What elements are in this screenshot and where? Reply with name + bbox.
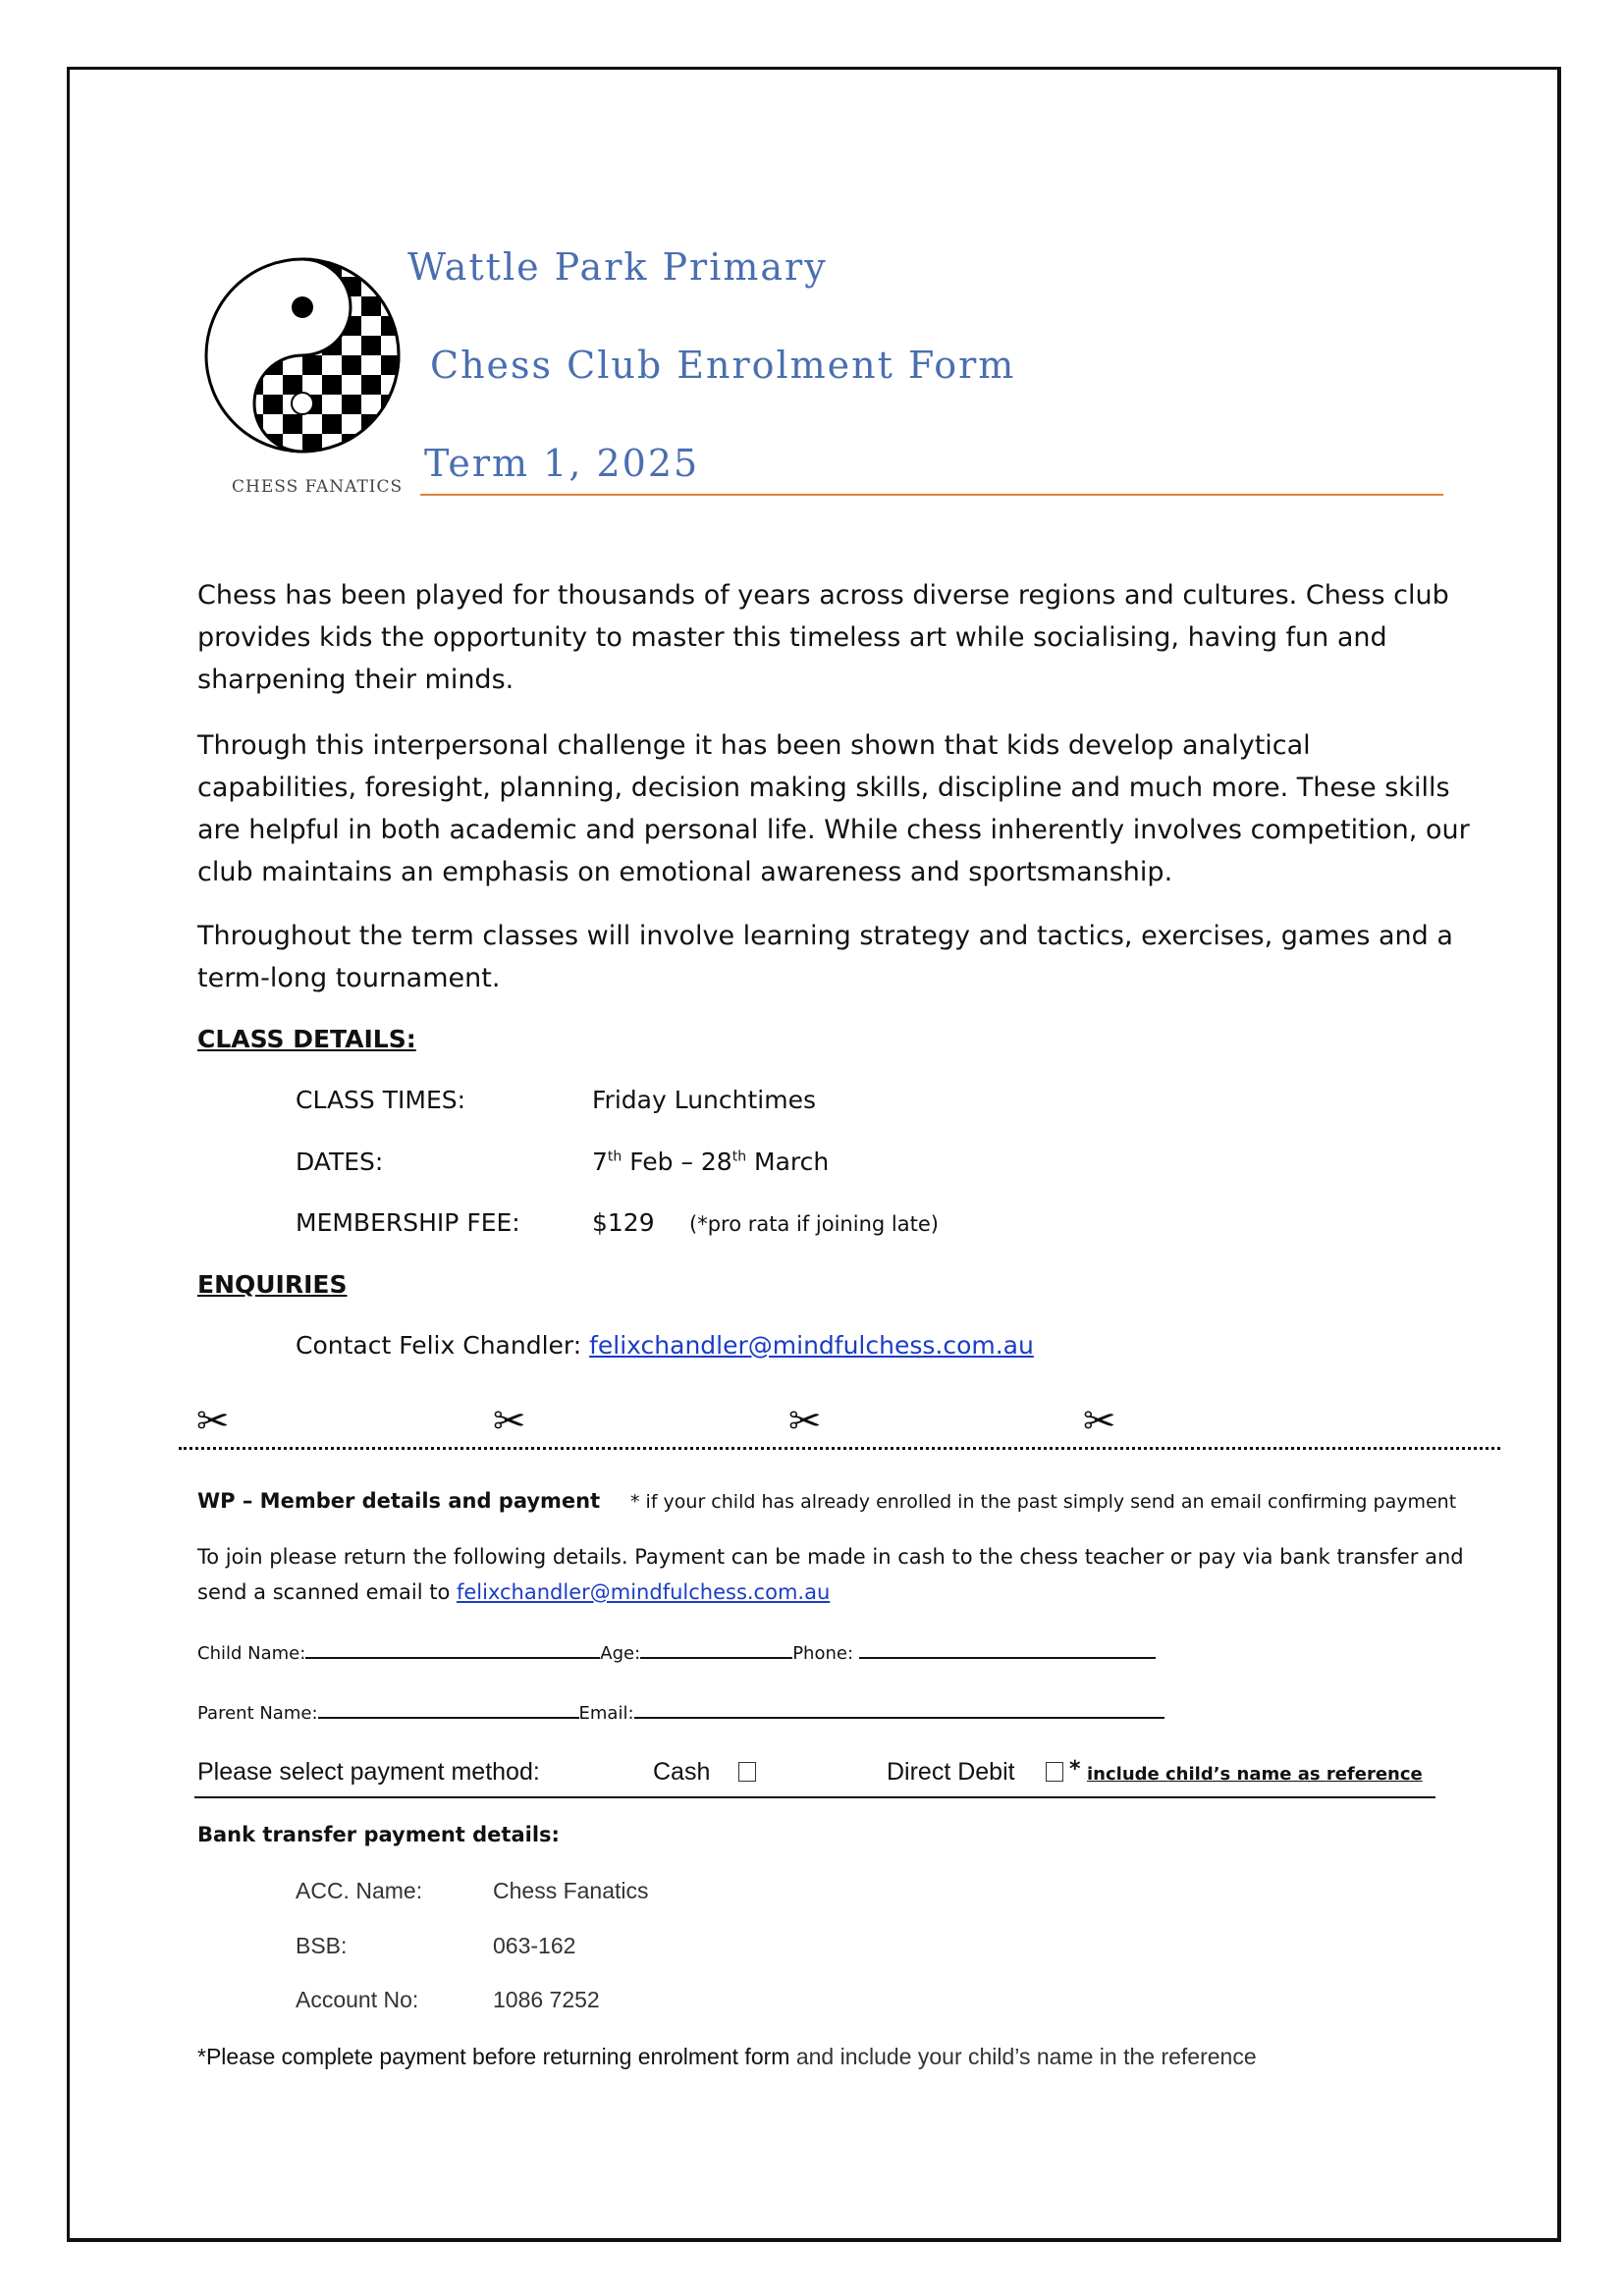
form-title: Chess Club Enrolment Form — [430, 344, 1016, 387]
term-title: Term 1, 2025 — [424, 442, 700, 485]
age-label: Age: — [600, 1643, 641, 1664]
instructions-prefix: send a scanned email to — [197, 1580, 457, 1604]
parent-name-label: Parent Name: — [197, 1703, 318, 1724]
direct-debit-checkbox[interactable] — [1046, 1762, 1063, 1782]
member-details-heading: WP – Member details and payment — [197, 1489, 601, 1513]
past-enrolled-note: * if your child has already enrolled in the past simply send an email confirming payment — [630, 1491, 1457, 1513]
footer-note-part-a: *Please complete payment before returning enrolment form — [197, 2044, 790, 2069]
class-times-label: CLASS TIMES: — [296, 1086, 466, 1114]
pro-rata-note: (*pro rata if joining late) — [689, 1212, 939, 1236]
cash-checkbox[interactable] — [738, 1762, 756, 1782]
dates-label: DATES: — [296, 1148, 384, 1176]
phone-label: Phone: — [792, 1643, 859, 1664]
cut-dotted-line — [179, 1447, 1500, 1450]
bsb-value: 063-162 — [493, 1933, 576, 1958]
child-details-row — [197, 1637, 1156, 1664]
parent-details-row — [197, 1697, 1164, 1724]
age-field[interactable] — [640, 1637, 792, 1659]
school-name: Wattle Park Primary — [407, 245, 828, 289]
class-details-heading: CLASS DETAILS: — [197, 1025, 416, 1053]
scissors-icon: ✂ — [1083, 1399, 1116, 1444]
debit-reference-note: include child’s name as reference — [1087, 1764, 1423, 1785]
payment-footer-note — [197, 2044, 1257, 2070]
title-underline — [420, 494, 1443, 496]
account-number-label: Account No: — [296, 1987, 419, 2012]
join-instructions-line-2 — [197, 1580, 830, 1604]
contact-line — [296, 1331, 1034, 1360]
chess-fanatics-logo — [204, 257, 401, 454]
dates-end-month: March — [746, 1148, 830, 1176]
account-name-label: ACC. Name: — [296, 1878, 423, 1903]
scissors-icon: ✂ — [493, 1399, 526, 1444]
email-field[interactable] — [634, 1697, 1164, 1719]
dates-end-suffix: th — [731, 1148, 747, 1165]
payment-prompt: Please select payment method: — [197, 1758, 540, 1786]
child-name-field[interactable] — [305, 1637, 600, 1659]
membership-fee-value: $129 — [592, 1208, 655, 1237]
phone-field[interactable] — [859, 1637, 1156, 1659]
cash-label: Cash — [653, 1758, 711, 1786]
intro-paragraph-2: Through this interpersonal challenge it has been shown that kids develop analytical capabilities, foresight, planning, decision making skills, discipline and much more. These skills are helpful in both academic and personal life. While chess inherently involves competition, our club maintains an emphasis on emotional awareness and sportsmanship. — [197, 730, 1470, 887]
payment-divider — [194, 1796, 1435, 1798]
account-number-value: 1086 7252 — [493, 1987, 600, 2012]
intro-paragraph-3: Throughout the term classes will involve learning strategy and tactics, exercises, games and a term-long tournament. — [197, 921, 1453, 993]
scissors-icon: ✂ — [196, 1399, 230, 1444]
direct-debit-label: Direct Debit — [887, 1758, 1015, 1786]
dates-start-suffix: th — [607, 1148, 623, 1165]
child-name-label: Child Name: — [197, 1643, 306, 1664]
bsb-label: BSB: — [296, 1933, 348, 1958]
join-instructions-line-1: To join please return the following details. Payment can be made in cash to the chess teacher or pay via bank transfer and — [197, 1545, 1464, 1569]
logo-caption: CHESS FANATICS — [232, 477, 404, 497]
dates-start-day: 7 — [592, 1148, 608, 1176]
membership-fee-label: MEMBERSHIP FEE: — [296, 1208, 520, 1237]
enquiries-heading: ENQUIRIES — [197, 1270, 348, 1299]
contact-label: Contact Felix Chandler: — [296, 1331, 590, 1360]
dates-value — [592, 1148, 829, 1176]
footer-note-part-b: and include your child’s name in the reference — [789, 2044, 1257, 2069]
intro-paragraph-1: Chess has been played for thousands of years across diverse regions and cultures. Chess club provides kids the opportunity to master this timeless art while socialising, having fun and sharpening their minds. — [197, 580, 1449, 695]
scissors-icon: ✂ — [788, 1399, 822, 1444]
email-label: Email: — [578, 1703, 634, 1724]
class-times-value: Friday Lunchtimes — [592, 1086, 816, 1114]
dates-middle: Feb – 28 — [622, 1148, 732, 1176]
account-name-value: Chess Fanatics — [493, 1878, 649, 1903]
instructions-email-link[interactable]: felixchandler@mindfulchess.com.au — [456, 1580, 831, 1604]
enquiries-email-link[interactable]: felixchandler@mindfulchess.com.au — [589, 1331, 1034, 1360]
debit-asterisk: * — [1069, 1757, 1081, 1782]
bank-details-heading: Bank transfer payment details: — [197, 1823, 560, 1846]
parent-name-field[interactable] — [318, 1697, 579, 1719]
